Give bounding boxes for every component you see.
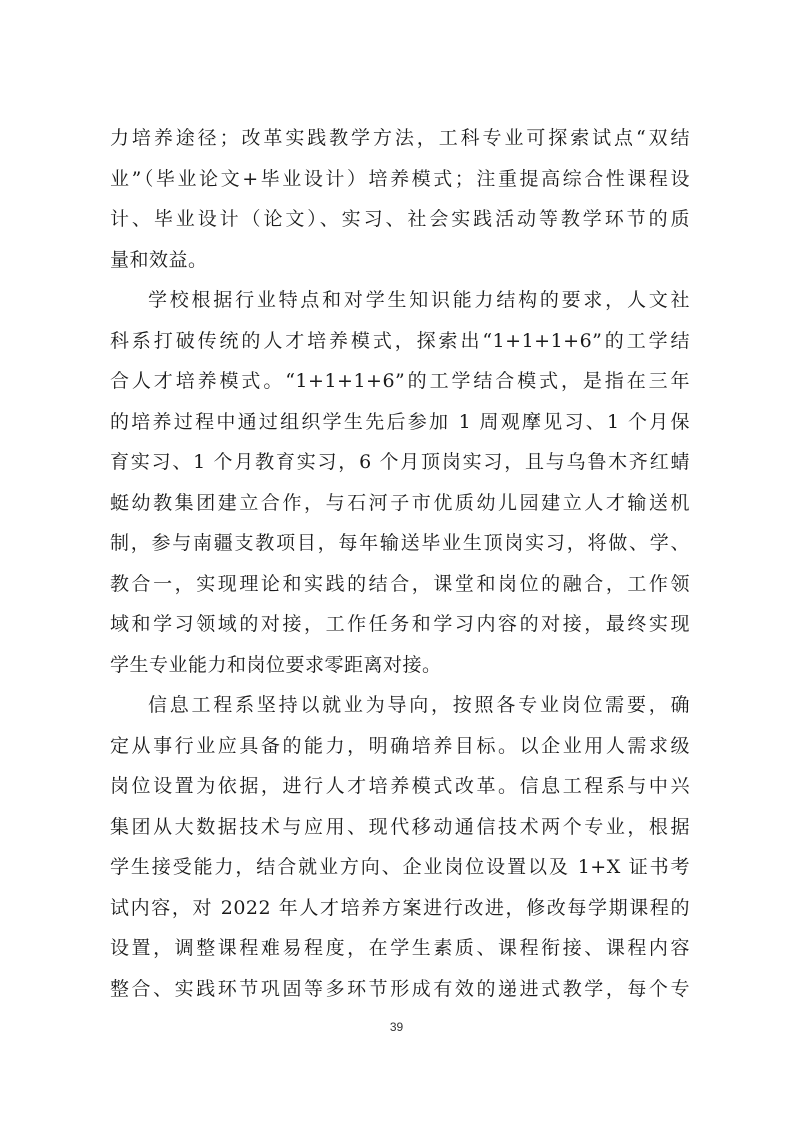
text-line: 科系打破传统的人才培养模式，探索出“1+1+1+6”的工学结 [110, 329, 690, 352]
text-line: 制，参与南疆支教项目，每年输送毕业生顶岗实习，将做、学、 [110, 532, 690, 554]
text-line: 岗位设置为依据，进行人才培养模式改革。信息工程系与中兴 [110, 775, 690, 797]
text-line: 学生接受能力，结合就业方向、企业岗位设置以及 1+X 证书考 [110, 856, 690, 878]
text-line: 蜓幼教集团建立合作，与石河子市优质幼儿园建立人才输送机 [110, 491, 690, 514]
text-line: 力培养途径；改革实践教学方法，工科专业可探索试点“双结 [110, 127, 690, 149]
text-line: 量和效益。 [110, 248, 208, 271]
text-line: 域和学习领域的对接，工作任务和学习内容的对接，最终实现 [110, 613, 690, 635]
text-line: 定从事行业应具备的能力，明确培养目标。以企业用人需求级 [110, 734, 690, 757]
text-line: 集团从大数据技术与应用、现代移动通信技术两个专业，根据 [110, 815, 690, 838]
text-line: 的培养过程中通过组织学生先后参加 1 周观摩见习、1 个月保 [110, 410, 690, 433]
text-line: 业”（毕业论文+毕业设计）培养模式；注重提高综合性课程设 [110, 167, 690, 190]
text-line: 育实习、1 个月教育实习，6 个月顶岗实习，且与乌鲁木齐红蜻 [110, 451, 690, 473]
text-line: 学校根据行业特点和对学生知识能力结构的要求，人文社 [148, 289, 690, 311]
body-text [110, 118, 690, 1009]
text-line: 信息工程系坚持以就业为导向，按照各专业岗位需要，确 [148, 694, 690, 716]
text-line: 设置，调整课程难易程度，在学生素质、课程衔接、课程内容 [110, 937, 690, 959]
text-line: 学生专业能力和岗位要求零距离对接。 [110, 653, 442, 676]
text-line: 试内容，对 2022 年人才培养方案进行改进，修改每学期课程的 [110, 896, 690, 919]
text-line: 合人才培养模式。“1+1+1+6”的工学结合模式，是指在三年 [110, 370, 690, 392]
page-number: 39 [389, 1020, 404, 1034]
text-line: 整合、实践环节巩固等多环节形成有效的递进式教学，每个专 [110, 977, 690, 1000]
text-line: 计、毕业设计（论文）、实习、社会实践活动等教学环节的质 [110, 208, 690, 230]
text-line: 教合一，实现理论和实践的结合，课堂和岗位的融合，工作领 [110, 572, 690, 595]
